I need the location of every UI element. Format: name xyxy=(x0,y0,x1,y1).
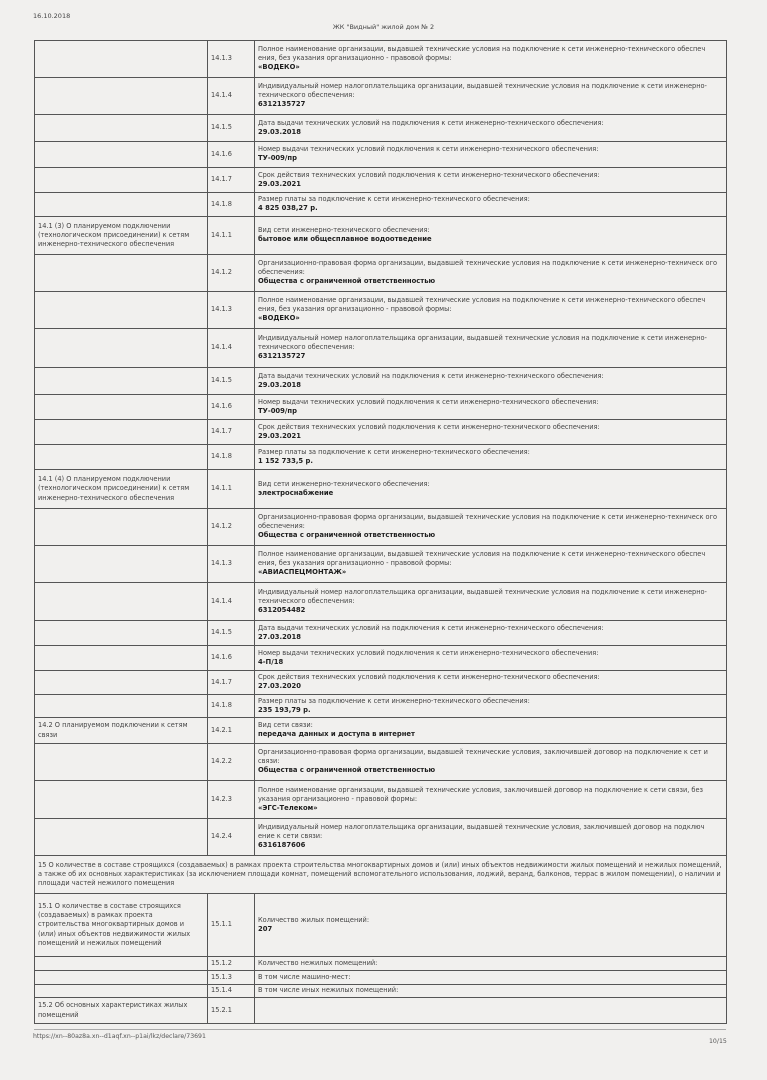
section-label xyxy=(35,78,208,115)
section-label xyxy=(35,671,208,695)
item-number: 14.1.6 xyxy=(208,646,255,671)
item-question: Размер платы за подключение к сети инженерно-технического обеспечения: xyxy=(258,195,530,204)
item-value: электроснабжение xyxy=(258,488,334,497)
table-row xyxy=(35,292,727,329)
item-number: 14.1.1 xyxy=(208,470,255,509)
item-value: «ЭГС-Телеком» xyxy=(258,803,318,812)
item-value: 4 825 038,27 р. xyxy=(258,204,318,213)
item-number: 14.1.5 xyxy=(208,621,255,646)
item-value: передача данных и доступа в интернет xyxy=(258,730,415,739)
item-number: 14.1.4 xyxy=(208,583,255,621)
item-value: 6312135727 xyxy=(258,352,306,361)
table-row xyxy=(35,985,727,998)
item-content xyxy=(255,368,727,395)
item-question: Организационно-правовая форма организации, выдавшей технические условия, заключившей договор на подключение к сет и связи: xyxy=(258,748,708,766)
item-content xyxy=(255,420,727,445)
table-row xyxy=(35,509,727,546)
section-label xyxy=(35,445,208,470)
item-question: Срок действия технических условий подключения к сети инженерно-технического обеспечения: xyxy=(258,673,600,682)
item-number: 15.1.2 xyxy=(208,957,255,971)
table-row xyxy=(35,894,727,957)
item-number: 14.2.1 xyxy=(208,718,255,744)
item-content xyxy=(255,646,727,671)
table-row xyxy=(35,142,727,168)
item-content xyxy=(255,445,727,470)
item-content xyxy=(255,744,727,781)
item-question: Индивидуальный номер налогоплательщика организации, выдавшей технические условия на подключение к сети инженерно-технического обеспечения: xyxy=(258,334,707,352)
section-label xyxy=(35,546,208,583)
item-question: Номер выдачи технических условий подключения к сети инженерно-технического обеспечения: xyxy=(258,397,599,406)
item-number: 14.1.1 xyxy=(208,217,255,255)
item-content xyxy=(255,115,727,142)
item-question: Вид сети связи: xyxy=(258,721,313,730)
table-row xyxy=(35,368,727,395)
table-row xyxy=(35,217,727,255)
table-row xyxy=(35,998,727,1024)
item-content xyxy=(255,718,727,744)
table-row xyxy=(35,420,727,445)
item-number: 14.1.7 xyxy=(208,420,255,445)
section-label xyxy=(35,621,208,646)
item-value: 29.03.2021 xyxy=(258,431,301,440)
item-value: 6316187606 xyxy=(258,841,306,850)
item-content xyxy=(255,78,727,115)
item-content xyxy=(255,255,727,292)
item-question: В том числе машино-мест: xyxy=(258,972,351,981)
item-content xyxy=(255,998,727,1024)
item-value: ТУ-009/пр xyxy=(258,154,297,163)
print-date: 16.10.2018 xyxy=(33,12,71,20)
item-value: Общества с ограниченной ответственностью xyxy=(258,531,436,540)
item-value: 27.03.2020 xyxy=(258,682,301,691)
section-label xyxy=(35,368,208,395)
item-question: Полное наименование организации, выдавшей технические условия на подключение к сети инженерно-технического обеспеч ения, без указания организационно - правовой формы: xyxy=(258,550,706,568)
table-row xyxy=(35,718,727,744)
section-label xyxy=(35,819,208,856)
table-row xyxy=(35,546,727,583)
section-label xyxy=(35,255,208,292)
item-content xyxy=(255,819,727,856)
item-number: 14.2.4 xyxy=(208,819,255,856)
item-question: Организационно-правовая форма организации, выдавшей технические условия на подключение к сети инженерно-техническ ого обеспечения: xyxy=(258,259,718,277)
item-number: 14.1.2 xyxy=(208,509,255,546)
section-15-title: 15 О количестве в составе строящихся (создаваемых) в рамках проекта строительства многоквартирных домов и (или) иных объектов недвижимости жилых помещений и нежилых помещений, а также об их основных характеристиках (за исключением площади комнат, помещений вспомогательного использования, лоджий, веранд, балконов, террас в жилом помещении), о наличии и площади частей нежилого помещения xyxy=(35,856,727,894)
item-question: Вид сети инженерно-технического обеспечения: xyxy=(258,226,430,235)
item-content xyxy=(255,671,727,695)
section-label xyxy=(35,646,208,671)
item-number: 14.1.7 xyxy=(208,168,255,193)
section-label: 14.1 (4) О планируемом подключении (технологическом присоединении) к сетям инженерно-технического обеспечения xyxy=(35,470,208,509)
item-question: Количество нежилых помещений: xyxy=(258,958,378,967)
table-row xyxy=(35,395,727,420)
item-content xyxy=(255,894,727,957)
item-number: 14.1.5 xyxy=(208,368,255,395)
item-content xyxy=(255,329,727,368)
table-row xyxy=(35,671,727,695)
item-value: 207 xyxy=(258,924,273,933)
table-row xyxy=(35,971,727,985)
item-value: 29.03.2021 xyxy=(258,179,301,188)
item-content xyxy=(255,509,727,546)
declaration-table xyxy=(34,40,727,1024)
item-question: Полное наименование организации, выдавшей технические условия, заключившей договор на подключение к сети связи, без указания организационно - правовой формы: xyxy=(258,785,704,803)
item-value: ТУ-009/пр xyxy=(258,406,297,415)
item-number: 14.1.7 xyxy=(208,671,255,695)
table-row xyxy=(35,193,727,217)
item-number: 14.1.4 xyxy=(208,78,255,115)
table-row xyxy=(35,819,727,856)
item-number: 14.2.2 xyxy=(208,744,255,781)
item-content xyxy=(255,621,727,646)
item-number: 14.1.6 xyxy=(208,395,255,420)
section-label xyxy=(35,292,208,329)
item-content xyxy=(255,41,727,78)
item-number: 14.1.6 xyxy=(208,142,255,168)
table-row xyxy=(35,168,727,193)
section-label xyxy=(35,193,208,217)
item-number: 14.1.4 xyxy=(208,329,255,368)
section-label: 14.1 (3) О планируемом подключении (технологическом присоединении) к сетям инженерно-технического обеспечения xyxy=(35,217,208,255)
table-row xyxy=(35,646,727,671)
table-row xyxy=(35,445,727,470)
item-value: «ВОДЕКО» xyxy=(258,314,300,323)
item-content xyxy=(255,971,727,985)
table-row xyxy=(35,329,727,368)
item-value: бытовое или общесплавное водоотведение xyxy=(258,235,432,244)
item-content xyxy=(255,168,727,193)
item-content xyxy=(255,985,727,998)
item-number: 15.1.3 xyxy=(208,971,255,985)
item-number: 14.2.3 xyxy=(208,781,255,819)
item-question: Количество жилых помещений: xyxy=(258,915,370,924)
item-number: 14.1.5 xyxy=(208,115,255,142)
item-number: 14.1.8 xyxy=(208,695,255,718)
item-value: Общества с ограниченной ответственностью xyxy=(258,766,436,775)
item-value: 6312135727 xyxy=(258,100,306,109)
item-question: Вид сети инженерно-технического обеспечения: xyxy=(258,479,430,488)
item-value: «ВОДЕКО» xyxy=(258,63,300,72)
table-row xyxy=(35,695,727,718)
table-row xyxy=(35,781,727,819)
table-row xyxy=(35,583,727,621)
item-question: Полное наименование организации, выдавшей технические условия на подключение к сети инженерно-технического обеспеч ения, без указания организационно - правовой формы: xyxy=(258,296,706,314)
item-number: 14.1.3 xyxy=(208,546,255,583)
section-label xyxy=(35,781,208,819)
section-label xyxy=(35,115,208,142)
item-question: Полное наименование организации, выдавшей технические условия на подключение к сети инженерно-технического обеспеч ения, без указания организационно - правовой формы: xyxy=(258,45,706,63)
section-15 xyxy=(35,856,727,894)
item-number: 14.1.8 xyxy=(208,193,255,217)
item-value: 1 152 733,5 р. xyxy=(258,456,313,465)
section-label xyxy=(35,985,208,998)
table-row xyxy=(35,621,727,646)
table-row xyxy=(35,957,727,971)
item-question: В том числе иных нежилых помещений: xyxy=(258,986,399,995)
item-number: 15.1.1 xyxy=(208,894,255,957)
section-label xyxy=(35,395,208,420)
item-content xyxy=(255,695,727,718)
item-number: 14.1.8 xyxy=(208,445,255,470)
section-14-rows xyxy=(35,41,727,856)
item-content xyxy=(255,583,727,621)
item-content xyxy=(255,217,727,255)
item-content xyxy=(255,470,727,509)
table-row xyxy=(35,470,727,509)
page-number: 10/15 xyxy=(709,1038,727,1045)
item-question: Номер выдачи технических условий подключения к сети инженерно-технического обеспечения: xyxy=(258,648,599,657)
item-value: 27.03.2018 xyxy=(258,632,301,641)
footer-divider xyxy=(34,1029,726,1030)
item-number: 14.1.3 xyxy=(208,41,255,78)
section-label: 14.2 О планируемом подключении к сетям связи xyxy=(35,718,208,744)
section-15-rows xyxy=(35,894,727,1024)
item-question: Срок действия технических условий подключения к сети инженерно-технического обеспечения: xyxy=(258,422,600,431)
item-content xyxy=(255,546,727,583)
section-label: 15.1 О количестве в составе строящихся (создаваемых) в рамках проекта строительства многоквартирных домов и (или) иных объектов недвижимости жилых помещений и нежилых помещений xyxy=(35,894,208,957)
section-label xyxy=(35,583,208,621)
table-row xyxy=(35,255,727,292)
item-question: Дата выдачи технических условий на подключения к сети инженерно-технического обеспечения: xyxy=(258,371,604,380)
item-value: «АВИАСПЕЦМОНТАЖ» xyxy=(258,568,347,577)
section-label xyxy=(35,509,208,546)
item-question: Размер платы за подключение к сети инженерно-технического обеспечения: xyxy=(258,696,530,705)
item-value: 29.03.2018 xyxy=(258,380,301,389)
item-question: Индивидуальный номер налогоплательщика организации, выдавшей технические условия на подключение к сети инженерно-технического обеспечения: xyxy=(258,82,707,100)
item-content xyxy=(255,395,727,420)
section-label xyxy=(35,695,208,718)
section-15-header-row xyxy=(35,856,727,894)
item-number: 15.1.4 xyxy=(208,985,255,998)
item-number: 14.1.3 xyxy=(208,292,255,329)
item-value: 4-П/18 xyxy=(258,657,284,666)
item-content xyxy=(255,781,727,819)
item-value: 6312054482 xyxy=(258,605,306,614)
table-row xyxy=(35,115,727,142)
item-number: 15.2.1 xyxy=(208,998,255,1024)
document-title: ЖК "Видный" жилой дом № 2 xyxy=(332,23,435,31)
item-question: Индивидуальный номер налогоплательщика организации, выдавшей технические условия, заключившей договор на подключ ение к сети связи: xyxy=(258,823,705,841)
item-content xyxy=(255,142,727,168)
section-label xyxy=(35,957,208,971)
item-question: Индивидуальный номер налогоплательщика организации, выдавшей технические условия на подключение к сети инженерно-технического обеспечения: xyxy=(258,587,707,605)
item-value: Общества с ограниченной ответственностью xyxy=(258,277,436,286)
item-question: Номер выдачи технических условий подключения к сети инженерно-технического обеспечения: xyxy=(258,145,599,154)
table-row xyxy=(35,744,727,781)
item-question: Срок действия технических условий подключения к сети инженерно-технического обеспечения: xyxy=(258,170,600,179)
table-row xyxy=(35,78,727,115)
section-label xyxy=(35,142,208,168)
item-question: Организационно-правовая форма организации, выдавшей технические условия на подключение к сети инженерно-техническ ого обеспечения: xyxy=(258,513,718,531)
item-content xyxy=(255,193,727,217)
item-value: 235 193,79 р. xyxy=(258,705,311,714)
section-label: 15.2 Об основных характеристиках жилых помещений xyxy=(35,998,208,1024)
section-label xyxy=(35,420,208,445)
footer-url-link[interactable]: https://xn--80az8a.xn--d1aqf.xn--p1ai/lkz/declare/73691 xyxy=(33,1033,206,1040)
section-label xyxy=(35,41,208,78)
item-question: Дата выдачи технических условий на подключения к сети инженерно-технического обеспечения: xyxy=(258,118,604,127)
item-question: Дата выдачи технических условий на подключения к сети инженерно-технического обеспечения: xyxy=(258,623,604,632)
item-number: 14.1.2 xyxy=(208,255,255,292)
item-content xyxy=(255,292,727,329)
section-label xyxy=(35,329,208,368)
section-label xyxy=(35,744,208,781)
table-row xyxy=(35,41,727,78)
item-question: Размер платы за подключение к сети инженерно-технического обеспечения: xyxy=(258,447,530,456)
item-content xyxy=(255,957,727,971)
item-value: 29.03.2018 xyxy=(258,127,301,136)
section-label xyxy=(35,971,208,985)
section-label xyxy=(35,168,208,193)
